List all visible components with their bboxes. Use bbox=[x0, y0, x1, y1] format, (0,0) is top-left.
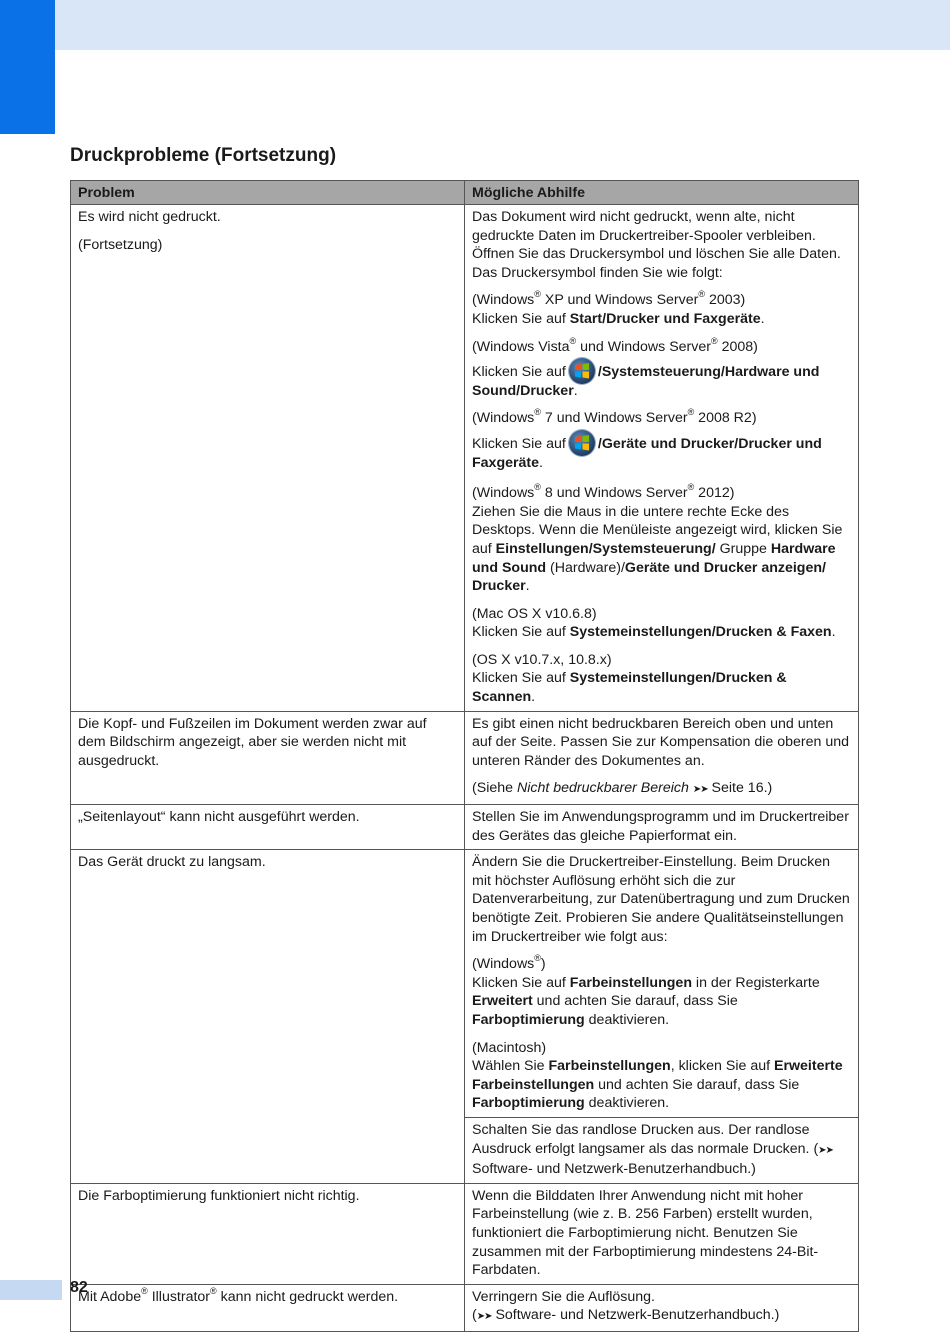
table-row bbox=[71, 805, 859, 850]
table-row bbox=[71, 1183, 859, 1284]
remedy-mac2: (OS X v10.7.x, 10.8.x) Klicken Sie auf Systemeinstellungen/Drucken & Scannen. bbox=[472, 651, 787, 706]
remedy-cell bbox=[465, 205, 859, 712]
chapter-tab bbox=[0, 0, 55, 134]
table-row bbox=[71, 850, 859, 1118]
remedy-windows: (Windows®) Klicken Sie auf Farbeinstellungen in der Registerkarte Erweitert und achten Sie darauf, dass Sie Farboptimierung deaktivieren. bbox=[472, 953, 820, 1028]
table-row bbox=[71, 205, 859, 712]
remedy-win7: (Windows® 7 und Windows Server® 2008 R2) Klicken Sie auf /Geräte und Drucker/Drucker und Faxgeräte. bbox=[472, 407, 822, 471]
remedy-vista: (Windows Vista® und Windows Server® 2008) Klicken Sie auf /Systemsteuerung/Hardware und Sound/Drucker. bbox=[472, 335, 820, 399]
remedy-xp: (Windows® XP und Windows Server® 2003) Klicken Sie auf Start/Drucker und Faxgeräte. bbox=[472, 289, 765, 327]
problem-text: Es wird nicht gedruckt. bbox=[78, 209, 221, 225]
remedy-mac1: (Mac OS X v10.6.8) Klicken Sie auf Systemeinstellungen/Drucken & Faxen. bbox=[472, 605, 836, 641]
remedy-text: Ändern Sie die Druckertreiber-Einstellung. Beim Drucken mit höchster Auflösung erhöht sich die zur Datenverarbeitung, zur Datenübertragung und zum Drucken benötigte Zeit. Probieren Sie andere Qualitätseinstellungen im Druckertreiber wie folgt aus: bbox=[472, 854, 850, 945]
remedy-cell: Stellen Sie im Anwendungsprogramm und im Druckertreiber des Gerätes das gleiche Papierformat ein. bbox=[465, 805, 859, 850]
remedy-win8: (Windows® 8 und Windows Server® 2012) Ziehen Sie die Maus in die untere rechte Ecke des Desktops. Wenn die Menüleiste angezeigt wird, klicken Sie auf Einstellungen/Systemsteuerung/ Gruppe Hardware und Sound (Hardware)/Geräte und Drucker anzeigen/ Drucker. bbox=[472, 482, 843, 595]
remedy-cell: Schalten Sie das randlose Drucken aus. Der randlose Ausdruck erfolgt langsamer als das normale Drucken. (➤➤ Software- und Netzwerk-Benutzerhandbuch.) bbox=[465, 1117, 859, 1183]
remedy-cell: Wenn die Bilddaten Ihrer Anwendung nicht mit hoher Farbeinstellung (wie z. B. 256 Farben) erstellt wurden, funktioniert die Farboptimierung nicht. Benutzen Sie zusammen mit der Farboptimierung mindestens 24-Bit-Farbdaten. bbox=[465, 1183, 859, 1284]
remedy-intro: Das Dokument wird nicht gedruckt, wenn alte, nicht gedruckte Daten im Druckertreiber-Spooler verbleiben. Öffnen Sie das Druckersymbol und löschen Sie alle Daten. Das Druckersymbol finden Sie wie folgt: bbox=[472, 209, 841, 281]
troubleshooting-table bbox=[70, 180, 859, 1332]
table-row bbox=[71, 1284, 859, 1331]
table-header-row bbox=[71, 181, 859, 205]
remedy-cell bbox=[465, 711, 859, 804]
problem-cell: Das Gerät druckt zu langsam. bbox=[71, 850, 465, 1184]
problem-cell: Die Kopf- und Fußzeilen im Dokument werden zwar auf dem Bildschirm angezeigt, aber sie werden nicht mit ausgedruckt. bbox=[71, 711, 465, 804]
header-remedy: Mögliche Abhilfe bbox=[465, 181, 859, 205]
remedy-cell bbox=[465, 850, 859, 1118]
problem-cell: Mit Adobe® Illustrator® kann nicht gedruckt werden. bbox=[71, 1284, 465, 1331]
problem-continued: (Fortsetzung) bbox=[78, 236, 163, 253]
problem-cell: „Seitenlayout“ kann nicht ausgeführt werden. bbox=[71, 805, 465, 850]
windows-start-icon bbox=[569, 358, 595, 384]
problem-cell: Die Farboptimierung funktioniert nicht richtig. bbox=[71, 1183, 465, 1284]
top-header-bar bbox=[0, 0, 950, 50]
remedy-see-also: (Siehe Nicht bedruckbarer Bereich ➤➤ Seite 16.) bbox=[472, 780, 773, 797]
table-row bbox=[71, 711, 859, 804]
problem-cell bbox=[71, 205, 465, 712]
page-number-bar bbox=[0, 1280, 62, 1300]
page-title: Druckprobleme (Fortsetzung) bbox=[70, 145, 337, 166]
page-number: 82 bbox=[70, 1279, 88, 1296]
double-arrow-icon: ➤➤ bbox=[692, 784, 708, 796]
double-arrow-icon: ➤➤ bbox=[476, 1311, 492, 1323]
double-arrow-icon: ➤➤ bbox=[818, 1144, 833, 1156]
remedy-text: Es gibt einen nicht bedruckbaren Bereich oben und unten auf der Seite. Passen Sie zur Kompensation die oberen und unteren Ränder des Dokumentes an. bbox=[472, 715, 850, 769]
remedy-cell: Verringern Sie die Auflösung. (➤➤ Software- und Netzwerk-Benutzerhandbuch.) bbox=[465, 1284, 859, 1331]
header-problem: Problem bbox=[71, 181, 465, 205]
windows-start-icon bbox=[569, 430, 595, 456]
remedy-macintosh: (Macintosh) Wählen Sie Farbeinstellungen, klicken Sie auf Erweiterte Farbeinstellungen und achten Sie darauf, dass Sie Farboptimierung deaktivieren. bbox=[472, 1039, 843, 1112]
